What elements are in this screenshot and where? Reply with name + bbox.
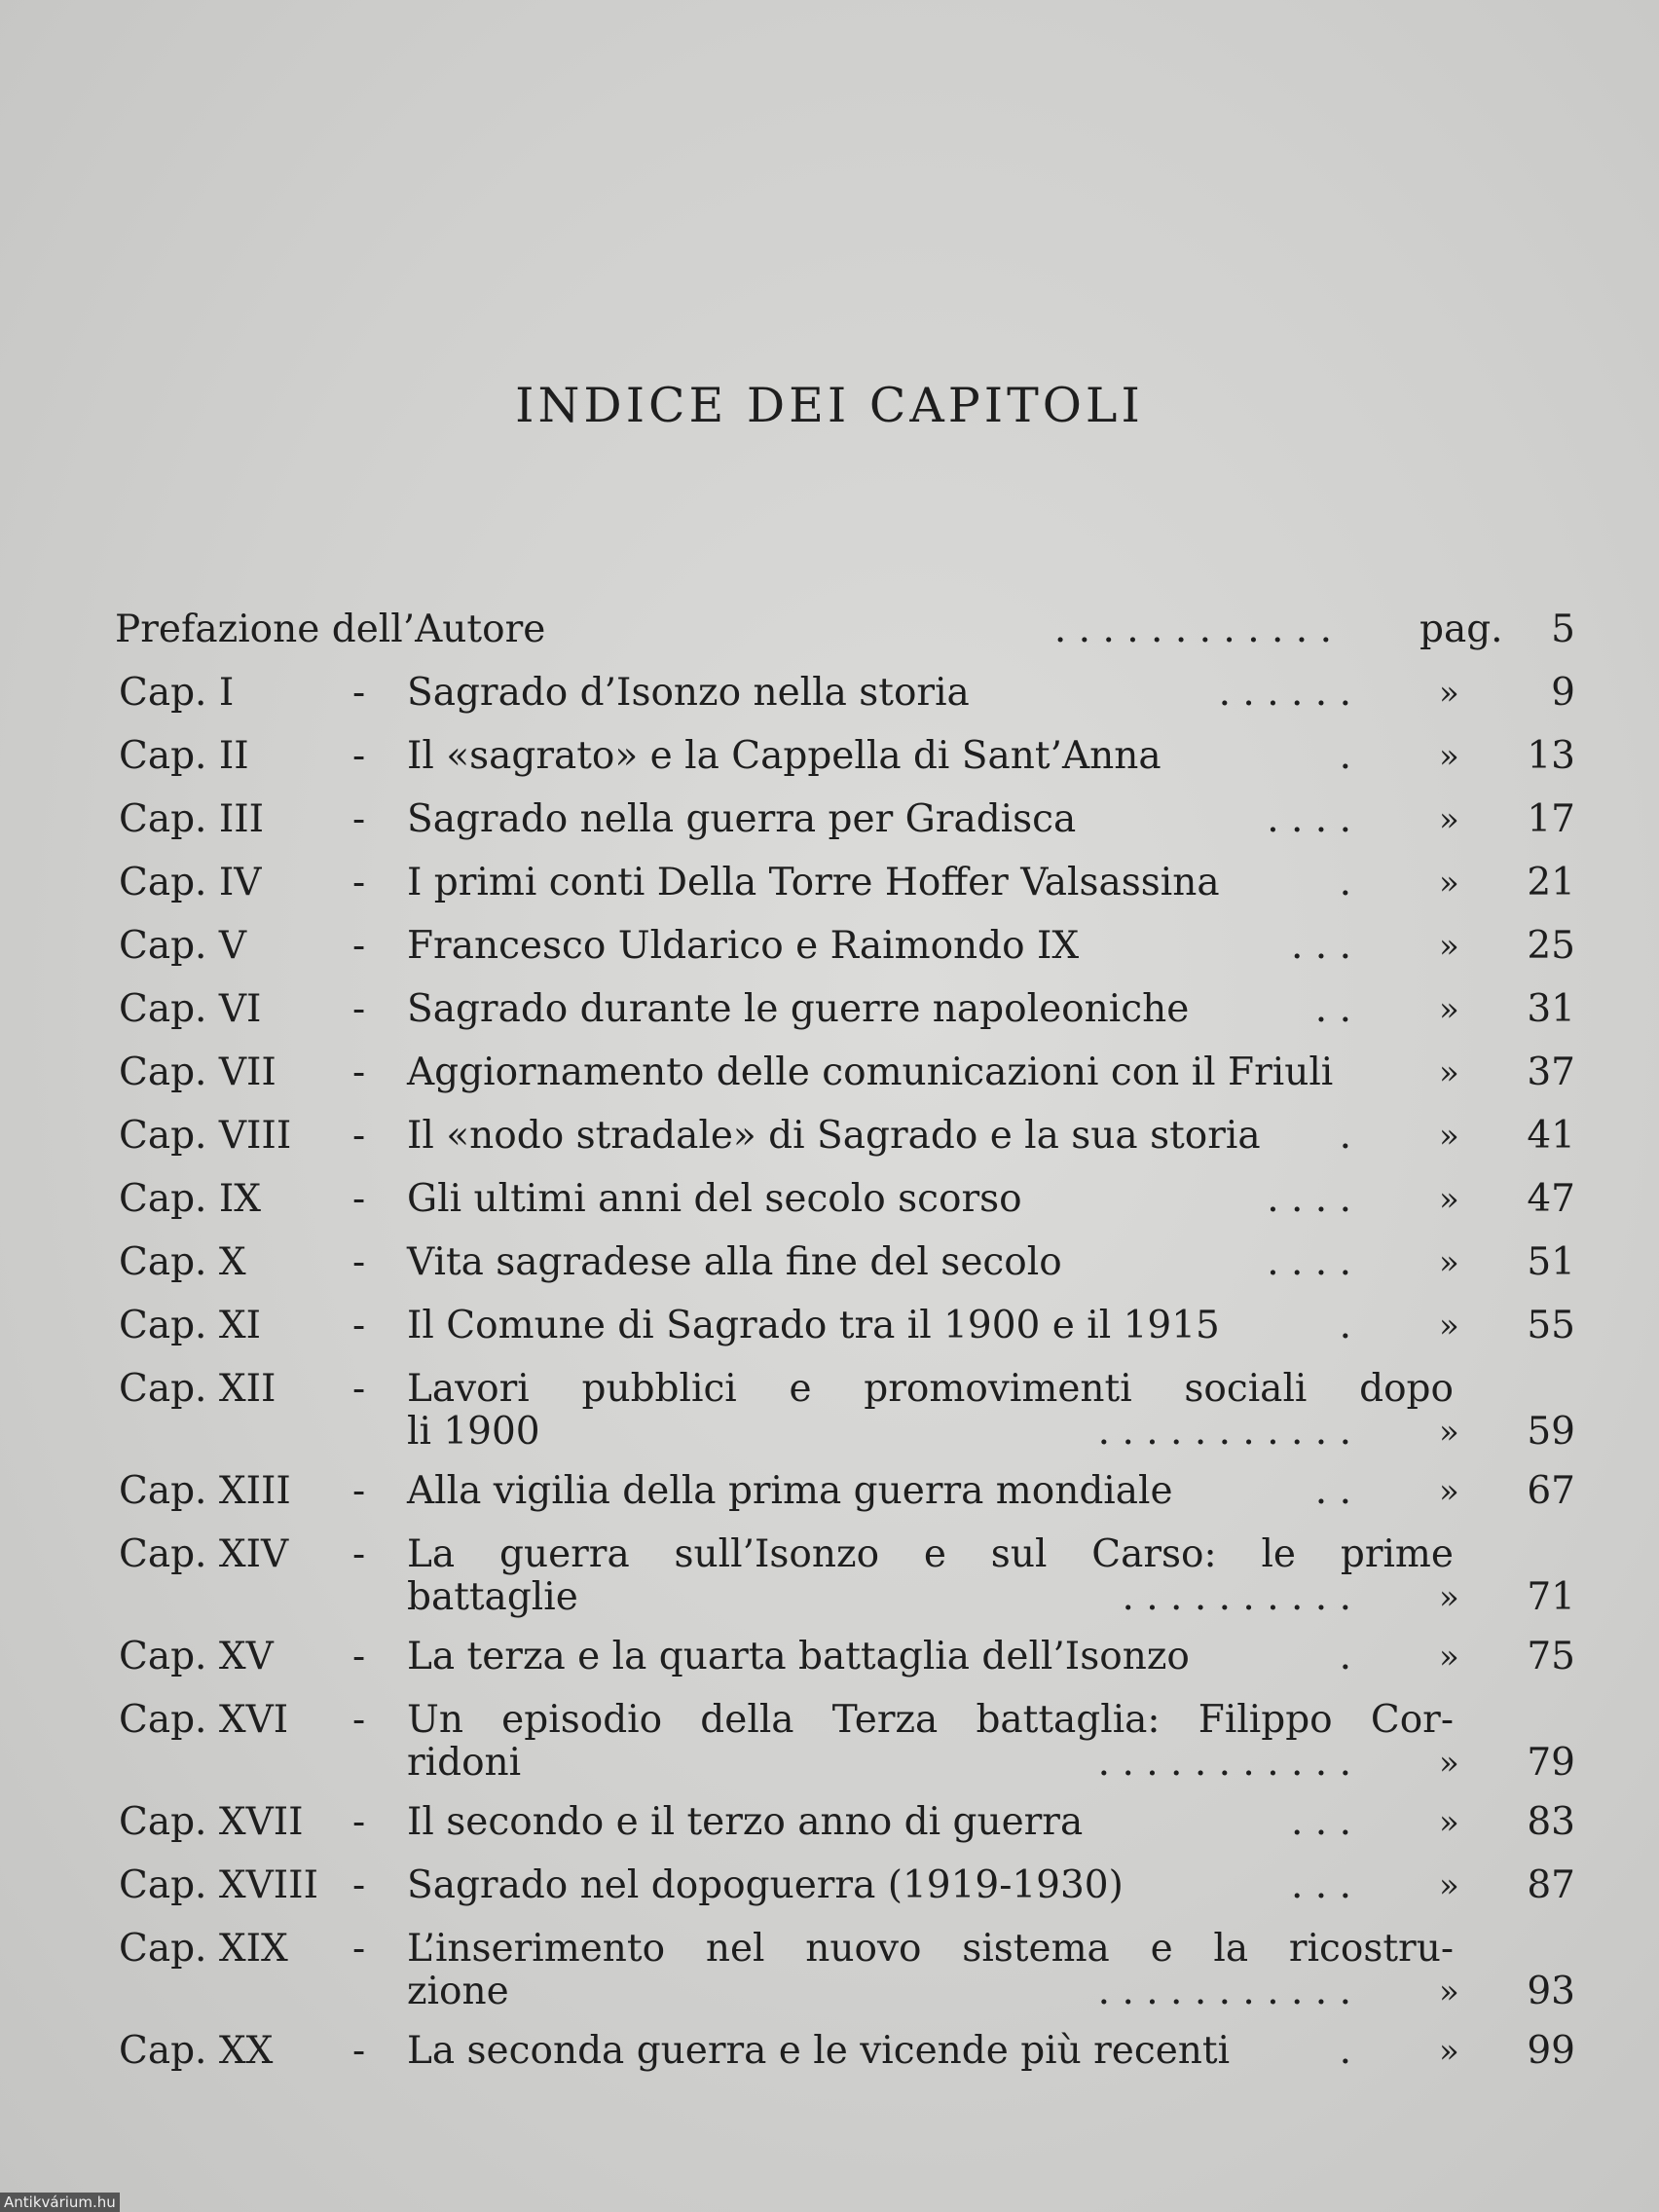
leader-dots: . . . bbox=[1291, 1863, 1351, 1907]
separator-dash: - bbox=[352, 1698, 366, 1742]
chapter-label: Cap. III bbox=[119, 797, 265, 841]
leader-dots: . . . . . . bbox=[1218, 671, 1351, 715]
separator-dash: - bbox=[352, 1240, 366, 1284]
page-number: 31 bbox=[1527, 987, 1575, 1031]
chapter-label: Cap. XIII bbox=[119, 1469, 291, 1513]
chapter-label: Cap. VII bbox=[119, 1051, 276, 1094]
separator-dash: - bbox=[352, 1635, 366, 1678]
separator-dash: - bbox=[352, 1863, 366, 1907]
chapter-title: Vita sagradese alla fine del secolo bbox=[407, 1240, 1062, 1284]
leader-dots: . bbox=[1339, 734, 1351, 778]
chapter-title: Sagrado nella guerra per Gradisca bbox=[407, 797, 1077, 841]
page-number: 71 bbox=[1527, 1575, 1575, 1619]
page-number: 93 bbox=[1527, 1970, 1575, 2013]
toc-row bbox=[115, 672, 1575, 715]
toc-row bbox=[115, 798, 1575, 841]
ditto-mark: » bbox=[1439, 1803, 1459, 1842]
chapter-title: Sagrado durante le guerre napoleoniche bbox=[407, 987, 1190, 1031]
separator-dash: - bbox=[352, 1469, 366, 1513]
toc-row bbox=[115, 1699, 1575, 1785]
separator-dash: - bbox=[352, 1800, 366, 1844]
chapter-label: Cap. IX bbox=[119, 1177, 262, 1221]
toc-row-preface bbox=[115, 608, 1575, 651]
chapter-title: Sagrado nel dopoguerra (1919-1930) bbox=[407, 1863, 1124, 1907]
preface-label: Prefazione dell’Autore bbox=[115, 608, 546, 651]
chapter-label: Cap. XI bbox=[119, 1304, 262, 1347]
chapter-title: Il «nodo stradale» di Sagrado e la sua storia bbox=[407, 1114, 1261, 1158]
chapter-title: Sagrado d’Isonzo nella storia bbox=[407, 671, 970, 715]
ditto-mark: » bbox=[1439, 1307, 1459, 1346]
page-number: 87 bbox=[1527, 1863, 1575, 1907]
separator-dash: - bbox=[352, 1051, 366, 1094]
chapter-title-line2: battaglie bbox=[407, 1575, 578, 1619]
separator-dash: - bbox=[352, 734, 366, 778]
chapter-title: Il Comune di Sagrado tra il 1900 e il 1915 bbox=[407, 1304, 1220, 1347]
separator-dash: - bbox=[352, 797, 366, 841]
ditto-mark: » bbox=[1439, 1578, 1459, 1617]
toc-row bbox=[115, 1178, 1575, 1221]
ditto-mark: » bbox=[1439, 1866, 1459, 1905]
page-number: 25 bbox=[1527, 924, 1575, 968]
toc-row bbox=[115, 2030, 1575, 2073]
leader-dots: . . . . . . . . . . . bbox=[1097, 1410, 1351, 1454]
ditto-mark: » bbox=[1439, 1472, 1459, 1511]
page-number: 55 bbox=[1527, 1304, 1575, 1347]
toc-row bbox=[115, 1928, 1575, 2013]
separator-dash: - bbox=[352, 1367, 366, 1411]
chapter-label: Cap. XVIII bbox=[119, 1863, 318, 1907]
page-number: 99 bbox=[1527, 2029, 1575, 2073]
ditto-mark: » bbox=[1439, 1243, 1459, 1282]
toc-row bbox=[115, 1636, 1575, 1678]
chapter-title: Alla vigilia della prima guerra mondiale bbox=[407, 1469, 1173, 1513]
leader-dots: . . bbox=[1314, 987, 1351, 1031]
chapter-title-line1: L’inserimento nel nuovo sistema e la ricostru- bbox=[407, 1927, 1454, 1971]
chapter-label: Cap. V bbox=[119, 924, 247, 968]
separator-dash: - bbox=[352, 1927, 366, 1971]
page-number: 37 bbox=[1527, 1051, 1575, 1094]
page-number: 47 bbox=[1527, 1177, 1575, 1221]
ditto-mark: » bbox=[1439, 1117, 1459, 1156]
toc-row bbox=[115, 1864, 1575, 1907]
page-number: 79 bbox=[1527, 1741, 1575, 1785]
ditto-mark: » bbox=[1439, 674, 1459, 713]
chapter-label: Cap. XIX bbox=[119, 1927, 288, 1971]
separator-dash: - bbox=[352, 861, 366, 904]
toc-row bbox=[115, 735, 1575, 778]
chapter-title: La terza e la quarta battaglia dell’Isonzo bbox=[407, 1635, 1190, 1678]
ditto-mark: » bbox=[1439, 800, 1459, 839]
chapter-label: Cap. XVII bbox=[119, 1800, 304, 1844]
chapter-title-line1: La guerra sull’Isonzo e sul Carso: le prime bbox=[407, 1532, 1454, 1576]
leader-dots: . bbox=[1339, 1114, 1351, 1158]
separator-dash: - bbox=[352, 924, 366, 968]
chapter-label: Cap. XVI bbox=[119, 1698, 289, 1742]
separator-dash: - bbox=[352, 1114, 366, 1158]
ditto-mark: » bbox=[1439, 864, 1459, 903]
toc-row bbox=[115, 1241, 1575, 1284]
chapter-title: Aggiornamento delle comunicazioni con il Friuli bbox=[407, 1051, 1334, 1094]
separator-dash: - bbox=[352, 1304, 366, 1347]
ditto-mark: » bbox=[1439, 2032, 1459, 2071]
chapter-label: Cap. II bbox=[119, 734, 249, 778]
page-number: 67 bbox=[1527, 1469, 1575, 1513]
leader-dots: . . . . . . . . . . . bbox=[1097, 1970, 1351, 2013]
chapter-label: Cap. XX bbox=[119, 2029, 274, 2073]
chapter-title-line2: zione bbox=[407, 1970, 509, 2013]
preface-dots: . . . . . . . . . . . . bbox=[1053, 608, 1332, 651]
page-number: 9 bbox=[1551, 671, 1575, 715]
page-number: 13 bbox=[1527, 734, 1575, 778]
table-of-contents bbox=[115, 608, 1575, 2093]
watermark: Antikvárium.hu bbox=[0, 2193, 120, 2212]
chapter-label: Cap. IV bbox=[119, 861, 262, 904]
page-title: INDICE DEI CAPITOLI bbox=[515, 378, 1144, 433]
chapter-title: Il secondo e il terzo anno di guerra bbox=[407, 1800, 1084, 1844]
leader-dots: . . . . bbox=[1267, 797, 1351, 841]
leader-dots: . . . . . . . . . . . bbox=[1097, 1741, 1351, 1785]
ditto-mark: » bbox=[1439, 1053, 1459, 1092]
toc-row bbox=[115, 1051, 1575, 1094]
ditto-mark: » bbox=[1439, 1744, 1459, 1783]
chapter-label: Cap. I bbox=[119, 671, 235, 715]
chapter-label: Cap. XII bbox=[119, 1367, 276, 1411]
separator-dash: - bbox=[352, 987, 366, 1031]
toc-row bbox=[115, 862, 1575, 904]
leader-dots: . bbox=[1339, 1635, 1351, 1678]
chapter-title-line1: Un episodio della Terza battaglia: Filippo Cor- bbox=[407, 1698, 1454, 1742]
toc-row bbox=[115, 1115, 1575, 1158]
page-number: 17 bbox=[1527, 797, 1575, 841]
ditto-mark: » bbox=[1439, 1180, 1459, 1219]
leader-dots: . . . . bbox=[1267, 1240, 1351, 1284]
pag-label: pag. bbox=[1419, 608, 1503, 651]
ditto-mark: » bbox=[1439, 927, 1459, 966]
chapter-title: I primi conti Della Torre Hoffer Valsassina bbox=[407, 861, 1220, 904]
chapter-title-line2: li 1900 bbox=[407, 1410, 540, 1454]
ditto-mark: » bbox=[1439, 1638, 1459, 1677]
ditto-mark: » bbox=[1439, 1972, 1459, 2011]
chapter-label: Cap. VI bbox=[119, 987, 262, 1031]
toc-row bbox=[115, 1305, 1575, 1347]
ditto-mark: » bbox=[1439, 990, 1459, 1029]
chapter-label: Cap. XV bbox=[119, 1635, 274, 1678]
leader-dots: . . . . bbox=[1267, 1177, 1351, 1221]
chapter-title: Francesco Uldarico e Raimondo IX bbox=[407, 924, 1080, 968]
toc-row bbox=[115, 1368, 1575, 1454]
separator-dash: - bbox=[352, 2029, 366, 2073]
page-number: 21 bbox=[1527, 861, 1575, 904]
chapter-title-line1: Lavori pubblici e promovimenti sociali dopo bbox=[407, 1367, 1454, 1411]
page-number: 41 bbox=[1527, 1114, 1575, 1158]
chapter-title: La seconda guerra e le vicende più recenti bbox=[407, 2029, 1231, 2073]
page-number: 5 bbox=[1551, 608, 1575, 651]
page-number: 59 bbox=[1527, 1410, 1575, 1454]
leader-dots: . bbox=[1339, 1304, 1351, 1347]
leader-dots: . bbox=[1339, 861, 1351, 904]
leader-dots: . . . . . . . . . . bbox=[1122, 1575, 1351, 1619]
separator-dash: - bbox=[352, 1532, 366, 1576]
chapter-label: Cap. X bbox=[119, 1240, 246, 1284]
chapter-title: Gli ultimi anni del secolo scorso bbox=[407, 1177, 1022, 1221]
toc-row bbox=[115, 1470, 1575, 1513]
separator-dash: - bbox=[352, 671, 366, 715]
chapter-label: Cap. VIII bbox=[119, 1114, 292, 1158]
chapter-title: Il «sagrato» e la Cappella di Sant’Anna bbox=[407, 734, 1161, 778]
page-number: 51 bbox=[1527, 1240, 1575, 1284]
page-number: 75 bbox=[1527, 1635, 1575, 1678]
leader-dots: . . . bbox=[1291, 924, 1351, 968]
leader-dots: . . bbox=[1314, 1469, 1351, 1513]
ditto-mark: » bbox=[1439, 737, 1459, 776]
page-number: 83 bbox=[1527, 1800, 1575, 1844]
toc-row bbox=[115, 1801, 1575, 1844]
chapter-title-line2: ridoni bbox=[407, 1741, 522, 1785]
toc-row bbox=[115, 925, 1575, 968]
leader-dots: . bbox=[1339, 2029, 1351, 2073]
toc-row bbox=[115, 1533, 1575, 1619]
leader-dots: . . . bbox=[1291, 1800, 1351, 1844]
separator-dash: - bbox=[352, 1177, 366, 1221]
chapter-label: Cap. XIV bbox=[119, 1532, 289, 1576]
ditto-mark: » bbox=[1439, 1413, 1459, 1452]
toc-row bbox=[115, 988, 1575, 1031]
